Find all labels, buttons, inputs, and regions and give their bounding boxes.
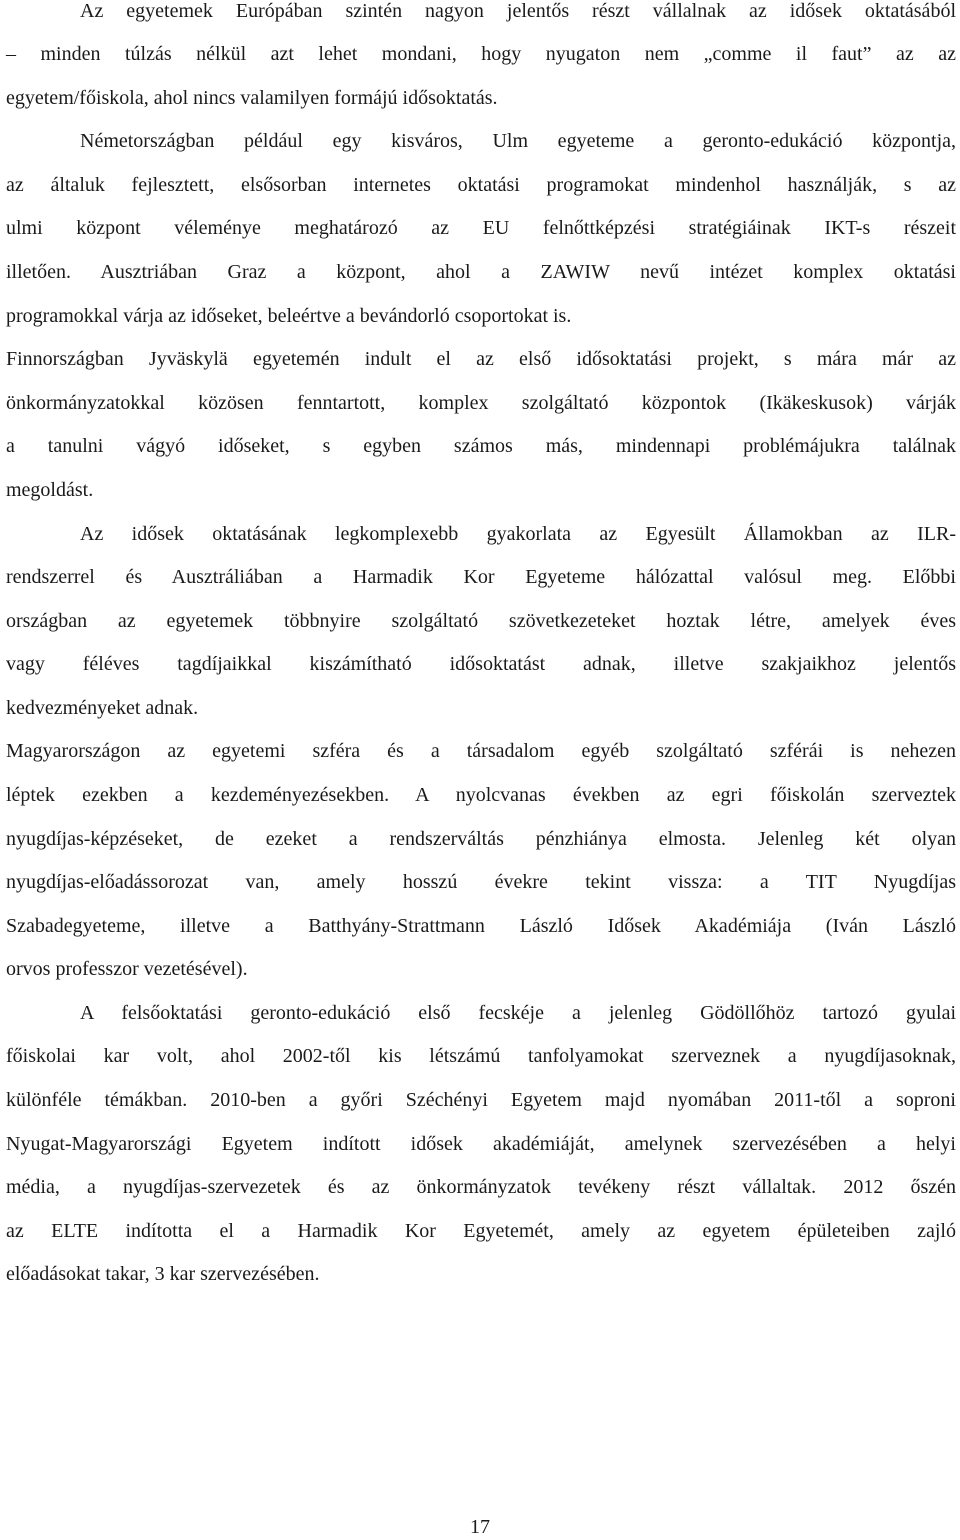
text-line: vagy féléves tagdíjaikkal kiszámítható idősoktatást adnak, illetve szakjaikhoz jelentős <box>6 653 956 675</box>
text-line: különféle témákban. 2010-ben a győri Széchényi Egyetem majd nyomában 2011-től a soproni <box>6 1089 956 1111</box>
text-line: az ELTE indította el a Harmadik Kor Egyetemét, amely az egyetem épületeiben zajló <box>6 1220 956 1242</box>
text-line: egyetem/főiskola, ahol nincs valamilyen formájú idősoktatás. <box>6 87 498 109</box>
text-line: nyugdíjas-előadássorozat van, amely hosszú évekre tekint vissza: a TIT Nyugdíjas <box>6 871 956 893</box>
text-line: Az idősek oktatásának legkomplexebb gyakorlata az Egyesült Államokban az ILR- <box>80 523 956 545</box>
text-line: illetően. Ausztriában Graz a központ, ahol a ZAWIW nevű intézet komplex oktatási <box>6 261 956 283</box>
text-line: ulmi központ véleménye meghatározó az EU felnőttképzési stratégiáinak IKT-s részeit <box>6 217 956 239</box>
text-line: rendszerrel és Ausztráliában a Harmadik Kor Egyeteme hálózattal valósul meg. Előbbi <box>6 566 956 588</box>
text-line: Németországban például egy kisváros, Ulm egyeteme a geronto-edukáció központja, <box>80 130 956 152</box>
text-line: programokkal várja az időseket, beleértve a bevándorló csoportokat is. <box>6 305 572 327</box>
text-line: – minden túlzás nélkül azt lehet mondani, hogy nyugaton nem „comme il faut” az az <box>6 43 956 65</box>
text-line: média, a nyugdíjas-szervezetek és az önkormányzatok tevékeny részt vállaltak. 2012 őszén <box>6 1176 956 1198</box>
text-line: megoldást. <box>6 479 94 501</box>
text-line: országban az egyetemek többnyire szolgáltató szövetkezeteket hoztak létre, amelyek éves <box>6 610 956 632</box>
text-line: önkormányzatokkal közösen fenntartott, komplex szolgáltató központok (Ikäkeskusok) várják <box>6 392 956 414</box>
text-line: kedvezményeket adnak. <box>6 697 199 719</box>
text-line: Az egyetemek Európában szintén nagyon jelentős részt vállalnak az idősek oktatásából <box>80 0 956 22</box>
text-line: Nyugat-Magyarországi Egyetem indított idősek akadémiáját, amelynek szervezésében a helyi <box>6 1133 956 1155</box>
page-number: 17 <box>470 1516 490 1538</box>
text-line: nyugdíjas-képzéseket, de ezeket a rendszerváltás pénzhiánya elmosta. Jelenleg két olyan <box>6 828 956 850</box>
text-line: az általuk fejlesztett, elsősorban internetes oktatási programokat mindenhol használják, s az <box>6 174 956 196</box>
text-line: Magyarországon az egyetemi szféra és a társadalom egyéb szolgáltató szférái is nehezen <box>6 740 956 762</box>
text-line: előadásokat takar, 3 kar szervezésében. <box>6 1263 320 1285</box>
text-line: Finnországban Jyväskylä egyetemén indult el az első idősoktatási projekt, s mára már az <box>6 348 956 370</box>
text-line: léptek ezekben a kezdeményezésekben. A nyolcvanas években az egri főiskolán szerveztek <box>6 784 956 806</box>
text-line: orvos professzor vezetésével). <box>6 958 248 980</box>
text-line: A felsőoktatási geronto-edukáció első fecskéje a jelenleg Gödöllőhöz tartozó gyulai <box>80 1002 956 1024</box>
text-line: Szabadegyeteme, illetve a Batthyány-Strattmann László Idősek Akadémiája (Iván László <box>6 915 956 937</box>
text-line: a tanulni vágyó időseket, s egyben számos más, mindennapi problémájukra találnak <box>6 435 956 457</box>
text-line: főiskolai kar volt, ahol 2002-től kis létszámú tanfolyamokat szerveznek a nyugdíjasoknak, <box>6 1045 956 1067</box>
